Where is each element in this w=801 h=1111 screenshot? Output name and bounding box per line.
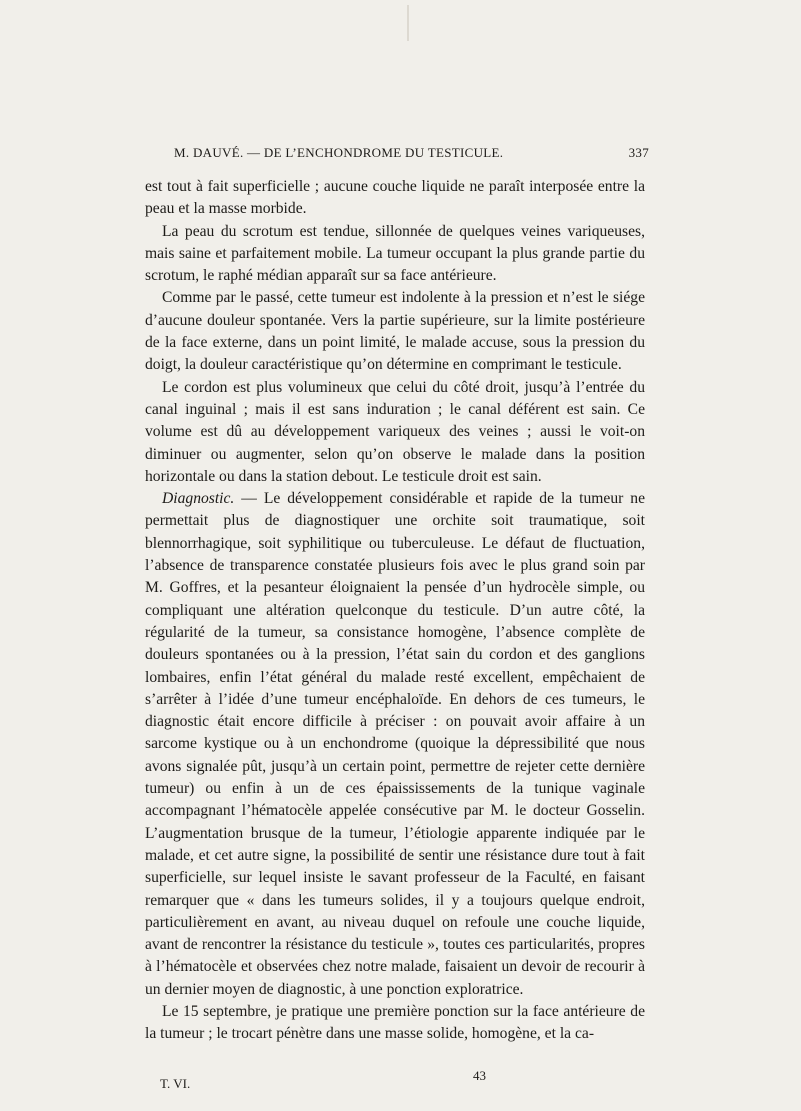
paragraph-1: est tout à fait superficielle ; aucune couche liquide ne paraît interposée entre la peau et la masse morbide. [145, 178, 645, 218]
body-text [145, 176, 645, 1046]
paragraph-5-text: Le développement considérable et rapide de la tumeur ne permettait plus de diagnostiquer une orchite soit traumatique, soit blennorrhagique, soit syphilitique ou tuberculeuse. Le défaut de fluctuation, l’absence de transparence constatée plusieurs fois avec le plus grand soin par M. Goffres, et la pesanteur éloignaient la pensée d’un hydrocèle simple, ou compliquant une altération quelconque du testicule. D’un autre côté, la régularité de la tumeur, sa consistance homogène, l’absence complète de douleurs spontanées ou à la pression, l’état sain du cordon et des ganglions lombaires, enfin l’état général du malade resté excellent, empêchaient de s’arrêter à l’idée d’une tumeur encéphaloïde. En dehors de ces tumeurs, le diagnostic était encore difficile à préciser : on pouvait avoir affaire à un sarcome kystique ou à un enchondrome (quoique la dépressibilité que nous avons signalée pût, jusqu’à un certain point, permettre de rejeter cette dernière tumeur) ou enfin à un de ces épaississements de la tunique vaginale accompagnant l’hématocèle appelée consécutive par M. le docteur Gosselin. L’augmentation brusque de la tumeur, l’étiologie apparente indiquée par le malade, et cet autre signe, la possibilité de sentir une résistance dure tout à fait superficielle, sur lequel insiste le savant professeur de la Faculté, en faisant remarquer que « dans les tumeurs solides, il y a toujours quelque endroit, particulièrement en avant, au niveau duquel on refoule une couche liquide, avant de rencontrer la résistance du testicule », toutes ces particularités, propres à l’hématocèle et observées chez notre malade, faisaient un devoir de recourir à un dernier moyen de diagnostic, à une ponction exploratrice. [145, 490, 645, 998]
running-title: M. DAUVÉ. — DE L’ENCHONDROME DU TESTICULE. [174, 145, 504, 160]
sheet-number: 43 [473, 1068, 486, 1083]
paragraph-3: Comme par le passé, cette tumeur est indolente à la pression et n’est le siége d’aucune douleur spontanée. Vers la partie supérieure, sur la limite postérieure de la face externe, dans un point limité, le malade accuse, sous la pression du doigt, la douleur caractéristique qu’on détermine en comprimant le testicule. [145, 289, 645, 374]
page-mark [407, 5, 409, 41]
paragraph-2: La peau du scrotum est tendue, sillonnée de quelques veines variqueuses, mais saine et parfaitement mobile. La tumeur occupant la plus grande partie du scrotum, le raphé médian apparaît sur sa face antérieure. [145, 222, 645, 285]
paragraph-6: Le 15 septembre, je pratique une première ponction sur la face antérieure de la tumeur ; le trocart pénètre dans une masse solide, homogène, et la ca- [145, 1002, 645, 1043]
page-number: 337 [628, 145, 649, 160]
paragraph-4: Le cordon est plus volumineux que celui du côté droit, jusqu’à l’entrée du canal inguinal ; mais il est sans induration ; le canal déférent est sain. Ce volume est dû au développement variqueux des veines ; aussi le voit-on diminuer ou augmenter, selon qu’on observe le malade dans la position horizontale ou dans la station debout. Le testicule droit est sain. [145, 378, 645, 485]
paragraph-5: Diagnostic. — Le développement considérable et rapide de la tumeur ne permettait plus de diagnostiquer une orchite soit traumatique, soit blennorrhagique, soit syphilitique ou tuberculeuse. Le défaut de fluctuation, l’absence de transparence constatée plusieurs fois avec le plus grand soin par M. Goffres, et la pesanteur éloignaient la pensée d’un hydrocèle simple, ou compliquant une altération quelconque du testicule. D’un autre côté, la régularité de la tumeur, sa consistance homogène, l’absence complète de douleurs spontanées ou à la pression, l’état sain du cordon et des ganglions lombaires, enfin l’état général du malade resté excellent, empêchaient de s’arrêter à l’idée d’une tumeur encéphaloïde. En dehors de ces tumeurs, le diagnostic était encore difficile à préciser : on pouvait avoir affaire à un sarcome kystique ou à un enchondrome (quoique la dépressibilité que nous avons signalée pût, jusqu’à un certain point, permettre de rejeter cette dernière tumeur) ou enfin à un de ces épaississements de la tunique vaginale accompagnant l’hématocèle appelée consécutive par M. le docteur Gosselin. L’augmentation brusque de la tumeur, l’étiologie apparente indiquée par le malade, et cet autre signe, la possibilité de sentir une résistance dure tout à fait superficielle, sur lequel insiste le savant professeur de la Faculté, en faisant remarquer que « dans les tumeurs solides, il y a toujours quelque endroit, particulièrement en avant, au niveau duquel on refoule une couche liquide, avant de rencontrer la résistance du testicule », toutes ces particularités, propres à l’hématocèle et observées chez notre malade, faisaient un devoir de recourir à un dernier moyen de diagnostic, à une ponction exploratrice. [145, 490, 645, 998]
diagnostic-label: Diagnostic. [162, 490, 235, 508]
running-header [174, 145, 649, 163]
page-footer [160, 1068, 649, 1090]
volume-signature: T. VI. [160, 1076, 191, 1091]
